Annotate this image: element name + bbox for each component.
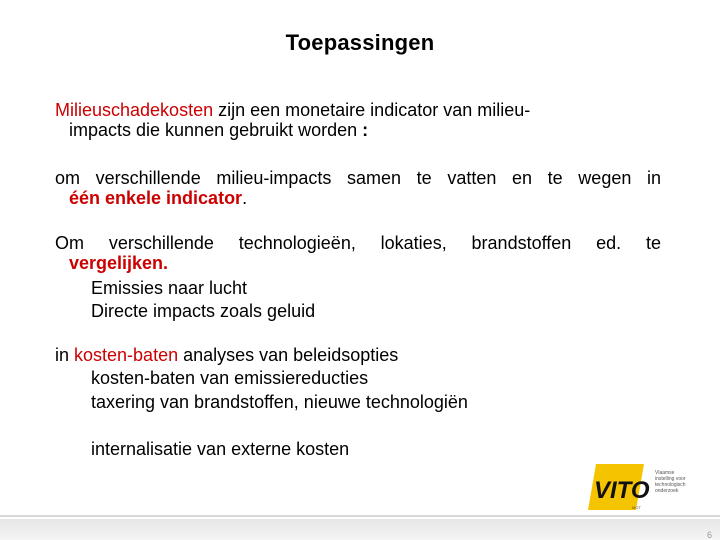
aggregate-text: om verschillende milieu-impacts samen te vatten en te wegen in <box>55 168 661 188</box>
footer-divider <box>0 515 720 517</box>
kb-emphasis: kosten-baten <box>74 345 179 365</box>
list-item-emissies: Emissies naar lucht <box>91 278 248 298</box>
logo-letters: VITO <box>594 477 650 504</box>
aggregate-emphasis: één enkele indicator <box>69 188 243 208</box>
kb-prefix: in <box>55 345 75 365</box>
list-item-internalisatie: internalisatie van externe kosten <box>91 439 350 459</box>
tagline-line-1: Vlaamse <box>655 470 675 476</box>
logo-tagline <box>655 470 703 494</box>
list-item-geluid: Directe impacts zoals geluid <box>91 301 316 321</box>
aggregate-end: . <box>242 188 248 208</box>
list-item-emissiereducties: kosten-baten van emissiereducties <box>91 368 369 388</box>
term-milieuschadekosten: Milieuschadekosten <box>55 100 214 120</box>
paragraph-kosten-baten <box>55 345 647 365</box>
tagline-line-4: onderzoek <box>655 488 679 494</box>
definition-text-2: impacts die kunnen gebruikt worden <box>69 120 358 140</box>
paragraph-definition <box>55 100 661 140</box>
kb-rest: analyses van beleidsopties <box>178 345 399 365</box>
paragraph-compare <box>55 233 661 273</box>
paragraph-aggregate <box>55 168 661 208</box>
slide-title: Toepassingen <box>285 30 435 55</box>
compare-text: Om verschillende technologieën, lokaties, brandstoffen ed. te <box>55 233 661 253</box>
tagline-line-3: technologisch <box>655 482 686 488</box>
footer-bar <box>0 519 720 540</box>
page-number: 6 <box>706 530 712 540</box>
definition-colon: : <box>357 120 369 140</box>
list-item-taxering: taxering van brandstoffen, nieuwe technologiën <box>91 392 468 412</box>
definition-text-1: zijn een monetaire indicator van milieu- <box>213 100 531 120</box>
tagline-line-2: instelling voor <box>655 476 686 482</box>
compare-emphasis: vergelijken. <box>69 253 169 273</box>
logo-sub: MOT <box>632 505 641 510</box>
